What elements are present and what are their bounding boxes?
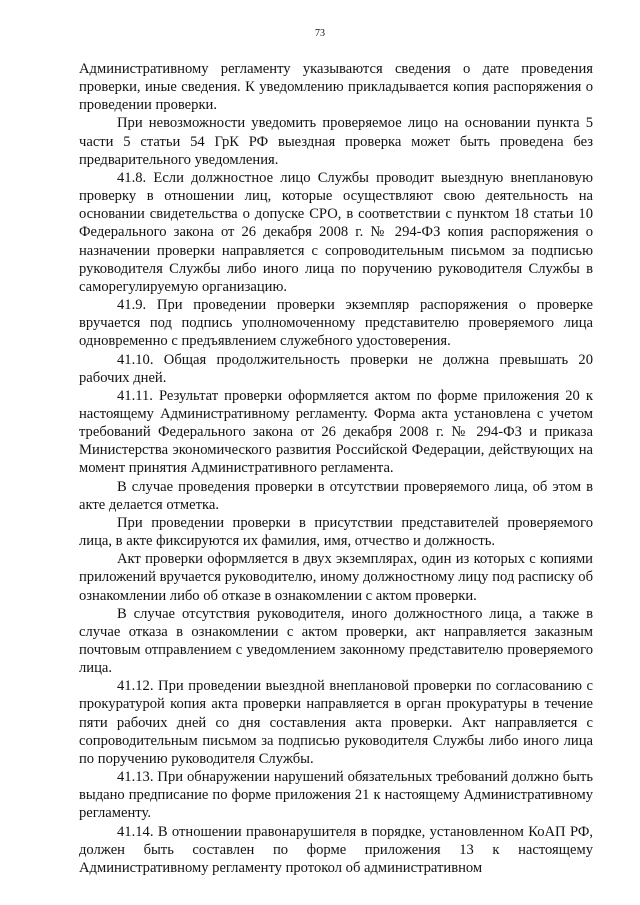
paragraph-act-mailing: В случае отсутствия руководителя, иного должностного лица, а также в случае отказа в ознакомлении с актом проверки, акт направляется заказным почтовым отправлением с уведомлением законному представителю проверяемого лица. bbox=[79, 605, 593, 677]
paragraph-act-copies: Акт проверки оформляется в двух экземплярах, один из которых с копиями приложений вручается руководителю, иному должностному лицу под расписку об ознакомлении либо об отказе в ознакомлении с актом проверки. bbox=[79, 551, 593, 604]
paragraph-no-notice: При невозможности уведомить проверяемое лицо на основании пункта 5 части 5 статьи 54 ГрК РФ выездная проверка может быть проведена без предварительного уведомления. bbox=[79, 115, 593, 168]
page-number: 73 bbox=[315, 28, 325, 39]
paragraph-continuation: Административному регламенту указываются сведения о дате проведения проверки, иные сведения. К уведомлению прикладывается копия распоряжения о проведении проверки. bbox=[79, 61, 593, 114]
document-body bbox=[79, 60, 593, 877]
paragraph-absence-note: В случае проведения проверки в отсутствии проверяемого лица, об этом в акте делается отметка. bbox=[79, 478, 593, 513]
paragraph-41-14: 41.14. В отношении правонарушителя в порядке, установленном КоАП РФ, должен быть составлен по форме приложения 13 к настоящему Административному регламенту протокол об административном bbox=[79, 823, 593, 876]
paragraph-41-10: 41.10. Общая продолжительность проверки не должна превышать 20 рабочих дней. bbox=[79, 351, 593, 386]
paragraph-presence-note: При проведении проверки в присутствии представителей проверяемого лица, в акте фиксируются их фамилия, имя, отчество и должность. bbox=[79, 514, 593, 550]
paragraph-41-9: 41.9. При проведении проверки экземпляр распоряжения о проверке вручается под подпись уполномоченному представителю проверяемого лица одновременно с предъявлением служебного удостоверения. bbox=[79, 297, 593, 350]
paragraph-41-13: 41.13. При обнаружении нарушений обязательных требований должно быть выдано предписание по форме приложения 21 к настоящему Административному регламенту. bbox=[79, 769, 593, 822]
paragraph-41-12: 41.12. При проведении выездной внеплановой проверки по согласованию с прокуратурой копия акта проверки направляется в орган прокуратуры в течение пяти рабочих дней со дня составления акта проверки. Акт направляется с сопроводительным письмом за подписью руководителя Службы либо иного лица по поручению руководителя Службы. bbox=[79, 678, 593, 767]
paragraph-41-8: 41.8. Если должностное лицо Службы проводит выездную внеплановую проверку в отношении лиц, которые осуществляют свою деятельность на основании свидетельства о допуске СРО, в соответствии с пунктом 18 статьи 10 Федерального закона от 26 декабря 2008 г. № 294-ФЗ копия распоряжения о назначении проверки направляется с сопроводительным письмом за подписью руководителя Службы либо иного лица по поручению руководителя Службы в саморегулируемую организацию. bbox=[79, 169, 593, 295]
paragraph-41-11: 41.11. Результат проверки оформляется актом по форме приложения 20 к настоящему Административному регламенту. Форма акта установлена с учетом требований Федерального закона от 26 декабря 2008 г. № 294-ФЗ и приказа Министерства экономического развития Российской Федерации, действующих на момент принятия Административного регламента. bbox=[79, 387, 593, 477]
